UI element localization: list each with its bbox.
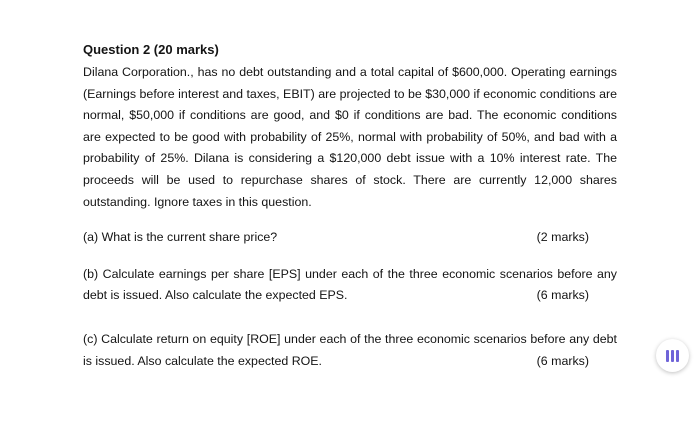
part-b-text: (b) Calculate earnings per share [EPS] under each of the three economic scenarios before any debt is issued. Also calculate the expected EPS. xyxy=(83,266,617,303)
question-title: Question 2 (20 marks) xyxy=(83,42,219,57)
question-part-a xyxy=(83,227,617,249)
part-a-text: (a) What is the current share price? xyxy=(83,230,278,245)
menu-bars-icon xyxy=(666,350,679,362)
part-a-marks: (2 marks) xyxy=(536,230,589,245)
question-intro: Dilana Corporation., has no debt outstanding and a total capital of $600,000. Operating earnings (Earnings before interest and taxes, EBIT) are projected to be $30,000 if economic conditions are normal, $50,000 if conditions are good, and $0 if conditions are bad. The economic conditions are expected to be good with probability of 25%, normal with probability of 50%, and bad with a probability of 25%. Dilana is considering a $120,000 debt issue with a 10% interest rate. The proceeds will be used to repurchase shares of stock. There are currently 12,000 shares outstanding. Ignore taxes in this question. xyxy=(83,65,617,209)
part-c-text: (c) Calculate return on equity [ROE] under each of the three economic scenarios before any debt is issued. Also calculate the expected ROE. xyxy=(83,331,617,368)
floating-menu-button[interactable] xyxy=(656,339,689,372)
part-b-marks: (6 marks) xyxy=(536,288,589,303)
question-block xyxy=(83,40,617,372)
question-part-c xyxy=(83,329,617,372)
part-c-marks: (6 marks) xyxy=(536,353,589,368)
question-part-b xyxy=(83,264,617,307)
